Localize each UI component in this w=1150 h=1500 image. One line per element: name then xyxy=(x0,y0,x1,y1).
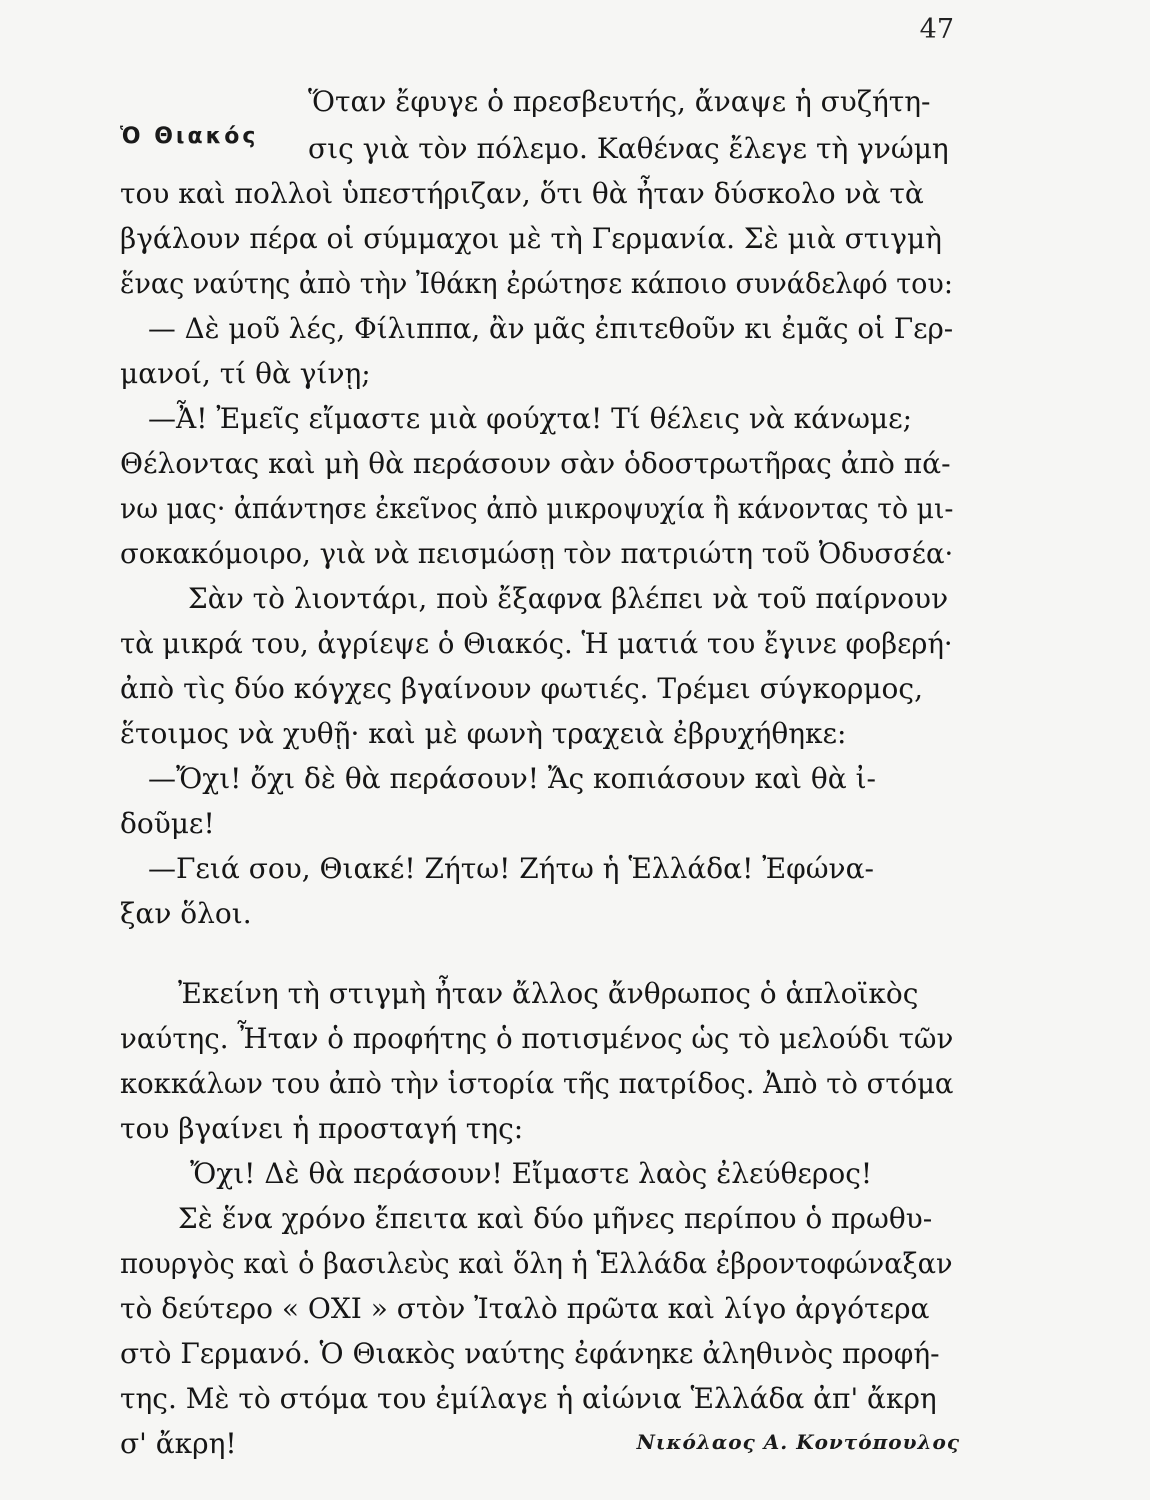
text-line: —Ὄχι! ὄχι δὲ θὰ περάσουν! Ἄς κοπιάσουν καὶ θὰ ἰ- xyxy=(148,762,877,795)
text-line: Θέλοντας καὶ μὴ θὰ περάσουν σὰν ὁδοστρωτῆρας ἀπὸ πά- xyxy=(120,447,951,480)
text-line: Ἐκείνη τὴ στιγμὴ ἦταν ἄλλος ἄνθρωπος ὁ ἁπλοϊκὸς xyxy=(178,977,919,1010)
text-line: τὸ δεύτερο « ΟΧΙ » στὸν Ἰταλὸ πρῶτα καὶ λίγο ἀργότερα xyxy=(120,1292,930,1325)
text-line: —Ἆ! Ἐμεῖς εἴμαστε μιὰ φούχτα! Τί θέλεις νὰ κάνωμε; xyxy=(148,402,913,435)
text-line: σις γιὰ τὸν πόλεμο. Καθένας ἔλεγε τὴ γνώμη xyxy=(308,132,949,165)
text-line: — Δὲ μοῦ λές, Φίλιππα, ἂν μᾶς ἐπιτεθοῦν κι ἐμᾶς οἱ Γερ- xyxy=(148,312,954,345)
text-line: Σὲ ἕνα χρόνο ἔπειτα καὶ δύο μῆνες περίπου ὁ πρωθυ- xyxy=(178,1202,933,1235)
side-heading: Ὁ Θιακός xyxy=(120,124,259,149)
text-line: βγάλουν πέρα οἱ σύμμαχοι μὲ τὴ Γερμανία. Σὲ μιὰ στιγμὴ xyxy=(120,222,942,255)
text-line: ναύτης. Ἦταν ὁ προφήτης ὁ ποτισμένος ὡς τὸ μελούδι τῶν xyxy=(120,1022,954,1055)
text-line: ἀπὸ τὶς δύο κόγχες βγαίνουν φωτιές. Τρέμει σύγκορμος, xyxy=(120,672,923,705)
text-line: Σὰν τὸ λιοντάρι, ποὺ ἔξαφνα βλέπει νὰ τοῦ παίρνουν xyxy=(188,582,949,615)
text-line: σοκακόμοιρο, γιὰ νὰ πεισμώσῃ τὸν πατριώτη τοῦ Ὀδυσσέα· xyxy=(120,537,954,570)
text-line: της. Μὲ τὸ στόμα του ἐμίλαγε ἡ αἰώνια Ἑλλάδα ἀπ' ἄκρη xyxy=(120,1382,937,1415)
text-line: του βγαίνει ἡ προσταγή της: xyxy=(120,1112,524,1145)
text-line: στὸ Γερμανό. Ὁ Θιακὸς ναύτης ἐφάνηκε ἀληθινὸς προφή- xyxy=(120,1337,940,1370)
text-line: νω μας· ἀπάντησε ἐκεῖνος ἀπὸ μικροψυχία ἢ κάνοντας τὸ μι- xyxy=(120,492,954,525)
text-line: Ὅταν ἔφυγε ὁ πρεσβευτής, ἄναψε ἡ συζήτη- xyxy=(308,85,931,118)
text-line: ξαν ὅλοι. xyxy=(120,897,252,930)
text-line: πουργὸς καὶ ὁ βασιλεὺς καὶ ὅλη ἡ Ἑλλάδα ἐβροντοφώναξαν xyxy=(120,1247,953,1280)
page-number: 47 xyxy=(919,14,954,45)
text-line: ἕτοιμος νὰ χυθῇ· καὶ μὲ φωνὴ τραχειὰ ἐβρυχήθηκε: xyxy=(120,717,847,750)
text-line: σ' ἄκρη! xyxy=(120,1427,237,1460)
text-line: μανοί, τί θὰ γίνῃ; xyxy=(120,357,371,390)
text-line: του καὶ πολλοὶ ὑπεστήριζαν, ὅτι θὰ ἦταν δύσκολο νὰ τὰ xyxy=(120,177,924,210)
author-signature: Νικόλαος Α. Κοντόπουλος xyxy=(636,1430,960,1454)
text-line: κοκκάλων του ἀπὸ τὴν ἱστορία τῆς πατρίδος. Ἀπὸ τὸ στόμα xyxy=(120,1067,954,1100)
text-line: —Γειά σου, Θιακέ! Ζήτω! Ζήτω ἡ Ἑλλάδα! Ἐφώνα- xyxy=(148,852,874,885)
text-line: ἕνας ναύτης ἀπὸ τὴν Ἰθάκη ἐρώτησε κάποιο συνάδελφό του: xyxy=(120,267,953,300)
text-line: Ὄχι! Δὲ θὰ περάσουν! Εἴμαστε λαὸς ἐλεύθερος! xyxy=(190,1157,873,1190)
text-line: τὰ μικρά του, ἀγρίεψε ὁ Θιακός. Ἡ ματιά του ἔγινε φοβερή· xyxy=(120,627,953,660)
text-line: δοῦμε! xyxy=(120,807,215,840)
